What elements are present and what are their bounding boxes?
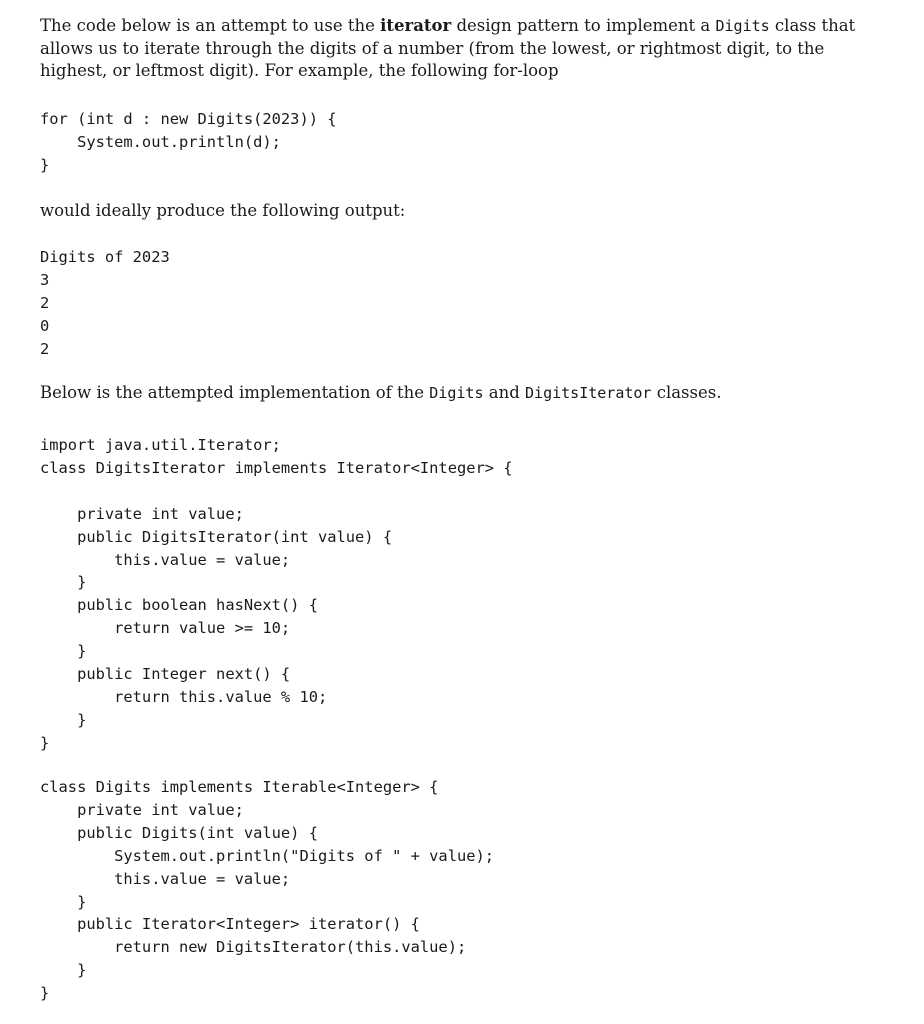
impl-text-1: Below is the attempted implementation of the	[40, 383, 430, 402]
intro-text-2: design pattern to implement a	[451, 16, 716, 35]
intro-text-1: The code below is an attempt to use the	[40, 16, 381, 35]
intro-paragraph	[40, 15, 892, 83]
output-intro-paragraph: would ideally produce the following output:	[40, 201, 406, 220]
intro-class-name: Digits	[715, 17, 770, 35]
impl-text-2: and	[483, 383, 526, 402]
digits-iterator-code-block: import java.util.Iterator; class DigitsIterator implements Iterator<Integer> { private int value; public DigitsIterator(int value) { this.value = value; } public boolean hasNext() { return value >= 10; } public Integer next() { return this.value % 10; } }	[40, 436, 513, 752]
impl-class-digits: Digits	[429, 384, 484, 402]
for-loop-code-block: for (int d : new Digits(2023)) { System.out.println(d); }	[40, 110, 337, 174]
impl-class-digits-iterator: DigitsIterator	[525, 384, 652, 402]
intro-text-3: class that allows us to iterate through the digits of a number (from the lowest, or rightmost digit, to the highest, or leftmost digit). For example, the following for-loop	[40, 16, 856, 81]
intro-bold-term: iterator	[380, 16, 452, 35]
implementation-intro-paragraph	[40, 382, 721, 405]
digits-class-code-block: class Digits implements Iterable<Integer> { private int value; public Digits(int value) { System.out.println("Digits of " + value); this.value = value; } public Iterator<Integer> iterator() { return new DigitsIterator(this.value); } }	[40, 778, 495, 1003]
impl-text-3: classes.	[651, 383, 722, 402]
expected-output-code-block: Digits of 2023 3 2 0 2	[40, 248, 170, 358]
